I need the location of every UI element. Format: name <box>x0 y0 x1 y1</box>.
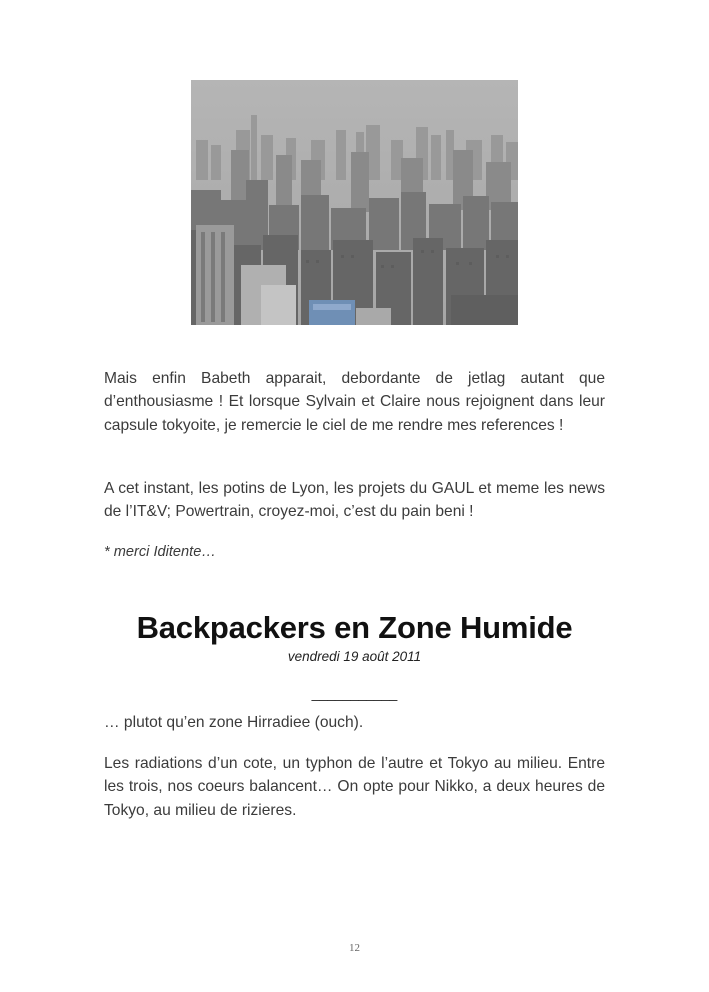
section-date: vendredi 19 août 2011 <box>287 649 422 664</box>
paragraph-babeth-arrival: Mais enfin Babeth apparait, debordante de jetlag autant que d’enthousiasme ! Et lorsque Sylvain et Claire nous rejoignent dans leur capsule tokyoite, je remercie le ciel de me rendre mes references ! <box>104 370 605 434</box>
page-number: 12 <box>349 942 360 954</box>
paragraph-zone-hirradiee: … plutot qu’en zone Hirradiee (ouch). <box>104 714 364 731</box>
paragraph-nikko: Les radiations d’un cote, un typhon de l’autre et Tokyo au milieu. Entre les trois, nos coeurs balancent… On opte pour Nikko, a deux heures de Tokyo, au milieu de rizieres. <box>104 755 605 819</box>
tokyo-cityscape-photo <box>191 80 518 325</box>
footnote-merci: * merci Iditente… <box>104 544 216 560</box>
section-heading: Backpackers en Zone Humide <box>136 610 573 645</box>
paragraph-lyon-gossip: A cet instant, les potins de Lyon, les projets du GAUL et meme les news de l’IT&V; Powertrain, croyez-moi, c’est du pain beni ! <box>104 480 605 521</box>
separator-line: ___________ <box>311 685 398 701</box>
